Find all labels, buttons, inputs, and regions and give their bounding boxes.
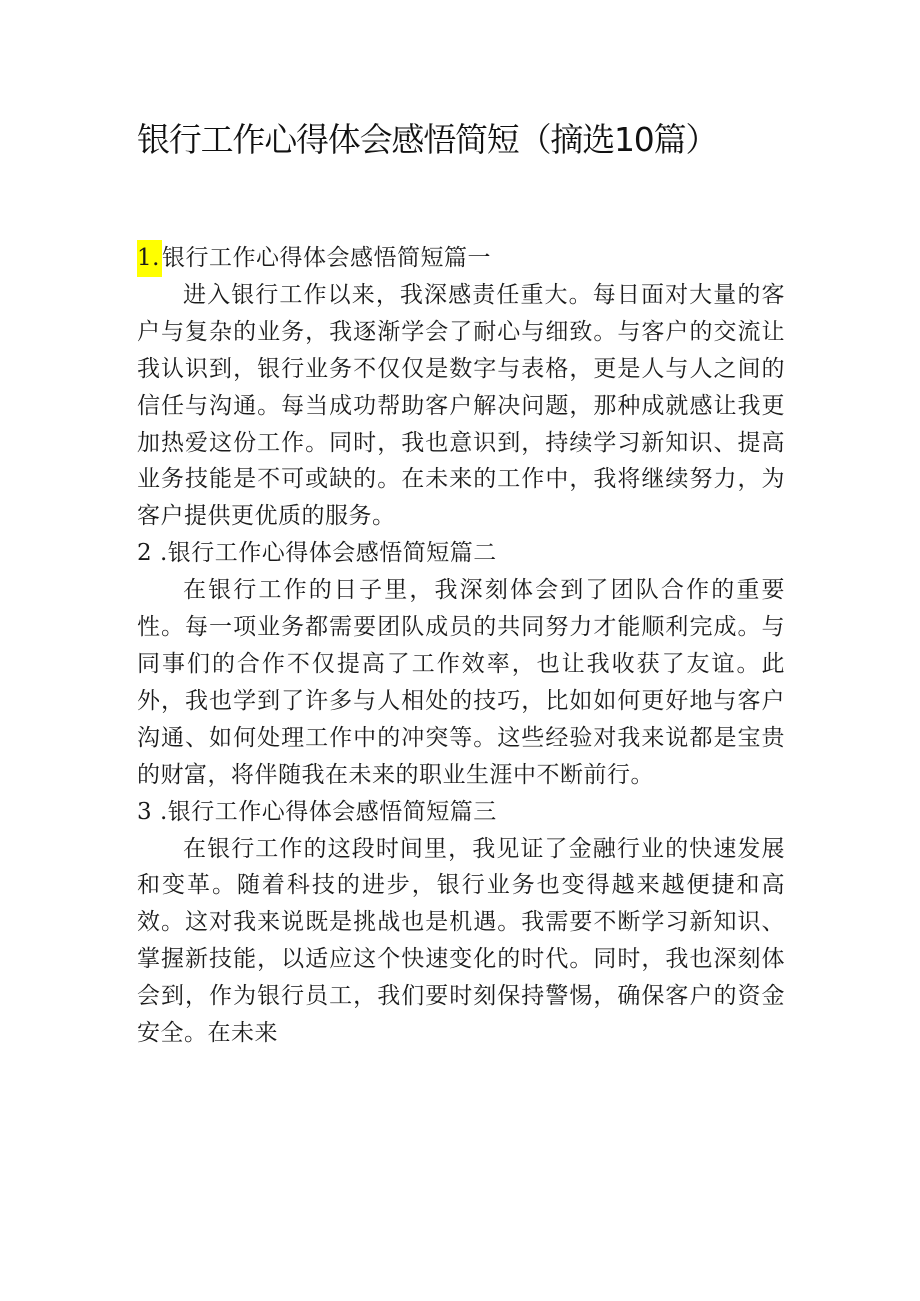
section-heading <box>137 240 785 277</box>
document-body <box>137 240 785 1052</box>
section-heading <box>137 535 785 572</box>
section-number: 2 . <box>137 540 168 567</box>
section-title: 银行工作心得体会感悟简短篇三 <box>167 798 497 825</box>
section-number: 3 . <box>137 798 168 825</box>
section-1 <box>137 240 785 535</box>
section-paragraph: 在银行工作的这段时间里，我见证了金融行业的快速发展和变革。随着科技的进步，银行业务也变得越来越便捷和高效。这对我来说既是挑战也是机遇。我需要不断学习新知识、掌握新技能，以适应这个快速变化的时代。同时，我也深刻体会到，作为银行员工，我们要时刻保持警惕，确保客户的资金安全。在未来 <box>137 835 785 1047</box>
section-2 <box>137 535 785 793</box>
document-title: 银行工作心得体会感悟简短（摘选10篇） <box>137 120 718 159</box>
section-number-highlighted: 1. <box>137 240 162 277</box>
section-paragraph: 进入银行工作以来，我深感责任重大。每日面对大量的客户与复杂的业务，我逐渐学会了耐心与细致。与客户的交流让我认识到，银行业务不仅仅是数字与表格，更是人与人之间的信任与沟通。每当成功帮助客户解决问题，那种成就感让我更加热爱这份工作。同时，我也意识到，持续学习新知识、提高业务技能是不可或缺的。在未来的工作中，我将继续努力，为客户提供更优质的服务。 <box>137 281 785 530</box>
section-3 <box>137 794 785 1052</box>
section-title: 银行工作心得体会感悟简短篇一 <box>161 245 491 271</box>
section-heading <box>137 794 785 831</box>
section-paragraph: 在银行工作的日子里，我深刻体会到了团队合作的重要性。每一项业务都需要团队成员的共同努力才能顺利完成。与同事们的合作不仅提高了工作效率，也让我收获了友谊。此外，我也学到了许多与人相处的技巧，比如如何更好地与客户沟通、如何处理工作中的冲突等。这些经验对我来说都是宝贵的财富，将伴随我在未来的职业生涯中不断前行。 <box>137 577 785 788</box>
section-title: 银行工作心得体会感悟简短篇二 <box>167 540 497 567</box>
